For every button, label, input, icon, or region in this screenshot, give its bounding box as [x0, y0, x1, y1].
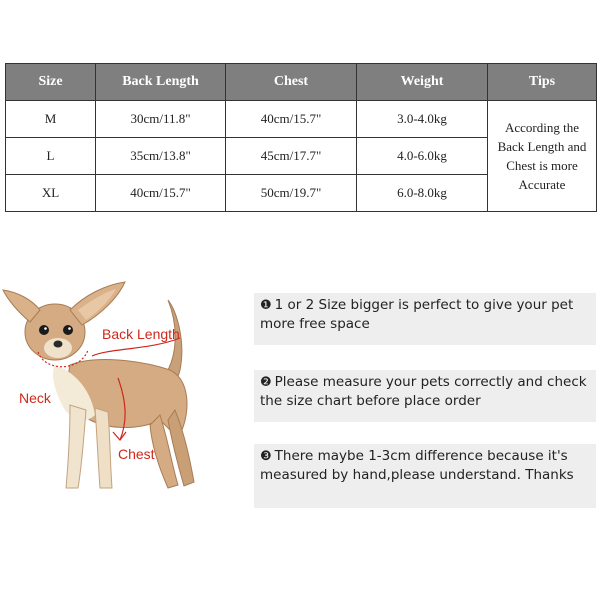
- dog-measurement-illustration: [0, 270, 230, 500]
- header-tips: Tips: [488, 64, 597, 101]
- table-header-row: [6, 64, 597, 101]
- cell-weight: 6.0-8.0kg: [357, 175, 488, 212]
- note-size-bigger: [254, 293, 596, 345]
- dog-nose: [54, 341, 63, 348]
- dog-ear: [3, 290, 40, 322]
- number-one-icon: ❶: [260, 298, 272, 313]
- note-text: 1 or 2 Size bigger is perfect to give your pet more free space: [260, 297, 574, 332]
- cell-weight: 4.0-6.0kg: [357, 138, 488, 175]
- cell-size: L: [6, 138, 96, 175]
- cell-size: M: [6, 101, 96, 138]
- cell-back-length: 35cm/13.8": [96, 138, 226, 175]
- cell-size: XL: [6, 175, 96, 212]
- dog-eye: [39, 325, 49, 335]
- note-measure-correctly: [254, 370, 596, 422]
- dog-eye: [63, 325, 73, 335]
- table-row: [6, 101, 597, 138]
- number-three-icon: ❸: [260, 449, 272, 464]
- header-weight: Weight: [357, 64, 488, 101]
- cell-back-length: 40cm/15.7": [96, 175, 226, 212]
- cell-back-length: 30cm/11.8": [96, 101, 226, 138]
- cell-tips: According the Back Length and Chest is more Accurate: [488, 101, 597, 212]
- header-size: Size: [6, 64, 96, 101]
- size-chart-table: [5, 63, 597, 212]
- note-text: Please measure your pets correctly and check the size chart before place order: [260, 374, 587, 409]
- header-back-length: Back Length: [96, 64, 226, 101]
- cell-chest: 40cm/15.7": [226, 101, 357, 138]
- header-chest: Chest: [226, 64, 357, 101]
- neck-label: Neck: [19, 390, 51, 406]
- chest-label: Chest: [118, 446, 155, 462]
- note-text: There maybe 1-3cm difference because it's measured by hand,please understand. Thanks: [260, 448, 574, 483]
- cell-weight: 3.0-4.0kg: [357, 101, 488, 138]
- number-two-icon: ❷: [260, 375, 272, 390]
- cell-chest: 50cm/19.7": [226, 175, 357, 212]
- back-length-label: Back Length: [102, 326, 180, 342]
- dog-front-leg: [66, 405, 86, 488]
- note-difference: [254, 444, 596, 508]
- cell-chest: 45cm/17.7": [226, 138, 357, 175]
